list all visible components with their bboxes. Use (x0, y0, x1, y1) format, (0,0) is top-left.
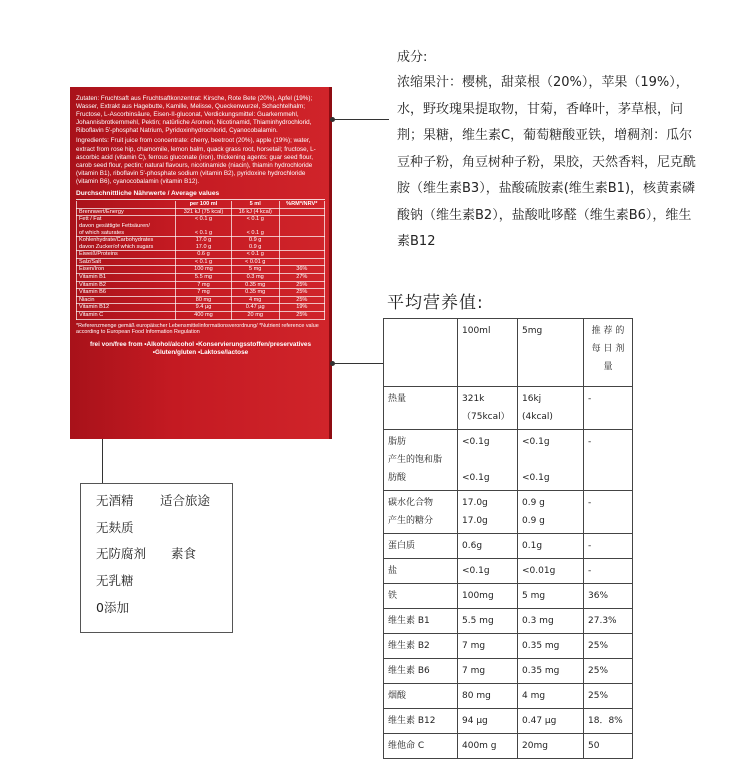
label-table-cell: 4 mg (231, 296, 279, 304)
label-footnote: *Referenzmenge gemäß europäischer Lebensmittelinformationsverordnung/ *Nutrient reference value according to European Food Information Regulation (76, 322, 319, 336)
label-table-cell: 36% (279, 266, 324, 274)
label-table-cell: 27% (279, 274, 324, 282)
label-header-cell: 5 ml (231, 201, 279, 208)
avg-table-row (384, 534, 633, 559)
connector-line-top (333, 119, 389, 120)
avg-table-cell: - (584, 430, 633, 491)
avg-table-row (384, 387, 633, 430)
avg-table-cell: 0.3 mg (518, 609, 584, 634)
label-ingredients: Ingredients: Fruit juice from concentrate: cherry, beetroot (20%), apple (19%); water, extract from rose hip, chamomile, lemon balm, quack grass root, horsetail; fructose, L-ascorbic acid (vitamin C), ferrous gluconate (iron), thickening agents: guar seed flour, carob seed flour, pectin; natural flavours, nicotinamide (niacin), thiamin hydrochloride (vitamin B1), riboflavin 5'-phosphate sodium (vitamin B2), pyridoxine hydrochloride (vitamin B6), cyanocobalamin (vitamin B12). (76, 137, 316, 185)
label-table-row (77, 258, 325, 266)
label-table-row (77, 289, 325, 297)
label-table-cell: Eiweiß/Proteins (77, 251, 176, 259)
avg-table-cell: 维他命 C (384, 734, 458, 759)
avg-header-cell: 推 荐 的 每 日 剂 量 (584, 319, 633, 387)
label-table-cell (279, 251, 324, 259)
avg-table-cell: 维生素 B12 (384, 709, 458, 734)
label-table-cell: 7 mg (176, 289, 232, 297)
avg-table-cell: 27.3% (584, 609, 633, 634)
avg-table-row (384, 491, 633, 534)
label-table-cell (279, 216, 324, 237)
label-table-cell: 9.4 µg (176, 304, 232, 312)
features-box (80, 483, 233, 633)
avg-table-cell: <0.01g (518, 559, 584, 584)
label-nutrition-table (76, 201, 325, 320)
label-table-cell (279, 258, 324, 266)
label-table-cell: Niacin (77, 296, 176, 304)
label-table-cell: 16 kJ (4 kcal) (231, 208, 279, 216)
label-table-cell: 0.35 mg (231, 281, 279, 289)
ingredients-title: 成分: (397, 50, 428, 65)
avg-table-row (384, 684, 633, 709)
ingredients-body: 浓缩果汁：樱桃，甜菜根（20%），苹果（19%），水，野玫瑰果提取物，甘菊，香峰叶，茅草根，问荆；果糖，维生素C，葡萄糖酸亚铁，增稠剂：瓜尔豆种子粉，角豆树种子粉，果胶，天然香料，尼克酰胺（维生素B3），盐酸硫胺素(维生素B1)，核黄素磷酸钠（维生素B2），盐酸吡哆醛（维生素B6），维生素B12 (397, 75, 697, 249)
avg-table-cell: <0.1g <0.1g (518, 430, 584, 491)
label-table-cell: Fett / Fat davon gesättigte Fettsäuren/ of which saturates (77, 216, 176, 237)
avg-table-cell: 维生素 B6 (384, 659, 458, 684)
feature-zero-additives: 0添加 (96, 600, 129, 615)
label-table-row (77, 251, 325, 259)
label-table-row (77, 304, 325, 312)
avg-table-cell: 0.1g (518, 534, 584, 559)
avg-table-cell: 5.5 mg (458, 609, 518, 634)
avg-table-cell: 维生素 B1 (384, 609, 458, 634)
label-table-cell: Salz/Salt (77, 258, 176, 266)
avg-header-cell: 5mg (518, 319, 584, 387)
avg-table-row (384, 659, 633, 684)
avg-table-header (384, 319, 633, 387)
label-table-cell: 80 mg (176, 296, 232, 304)
avg-table-cell: 0.35 mg (518, 659, 584, 684)
label-table-cell: < 0.1 g < 0.1 g (176, 216, 232, 237)
label-free-from-line-1: frei von/free from •Alkohol/alcohol •Konservierungsstoffen/preservatives (89, 340, 312, 348)
avg-table-cell: - (584, 491, 633, 534)
avg-table-cell: 盐 (384, 559, 458, 584)
avg-table-row (384, 709, 633, 734)
label-table-row (77, 266, 325, 274)
label-table-cell: 20 mg (231, 312, 279, 320)
avg-table-cell: 烟酸 (384, 684, 458, 709)
avg-table-cell: 80 mg (458, 684, 518, 709)
label-table-cell: 100 mg (176, 266, 232, 274)
average-nutrition-table (383, 318, 633, 759)
avg-table-cell: 热量 (384, 387, 458, 430)
label-table-cell: 25% (279, 296, 324, 304)
connector-line-bottom (102, 439, 103, 483)
avg-header-cell (384, 319, 458, 387)
label-zutaten: Zutaten: Fruchtsaft aus Fruchtsaftkonzentrat: Kirsche, Rote Bete (20%), Apfel (19%); Wasser, Extrakt aus Hagebutte, Kamille, Melisse, Queckenwurzel, Schachtelhalm; Fructose, L-Ascorbinsäure, Eisen-II-gluconat, Verdickungsmittel: Guarkernmehl, Johannisbrotkernmehl, Pektin; natürliche Aromen, Nicotinamid, Thiaminhydrochlorid, Riboflavin 5'-phosphat Natrium, Pyridoxinhydrochlorid, Cyanocobalamin. (76, 95, 313, 135)
avg-table-cell: 17.0g 17.0g (458, 491, 518, 534)
label-table-cell: 25% (279, 312, 324, 320)
label-table-header (77, 201, 325, 208)
feature-gluten-free: 无麸质 (96, 520, 134, 535)
connector-line-middle (333, 363, 383, 364)
avg-table-cell: - (584, 387, 633, 430)
avg-table-cell: 321k （75kcal） (458, 387, 518, 430)
feature-lactose-free: 无乳糖 (96, 573, 134, 588)
avg-table-cell: 5 mg (518, 584, 584, 609)
label-table-row (77, 216, 325, 237)
avg-table-cell: 94 μg (458, 709, 518, 734)
label-header-cell: %RM*/NRV* (279, 201, 324, 208)
label-table-cell: 25% (279, 281, 324, 289)
label-table-cell: 25% (279, 289, 324, 297)
label-table-cell: Brennwert/Energy (77, 208, 176, 216)
label-table-row (77, 274, 325, 282)
avg-table-cell: 铁 (384, 584, 458, 609)
label-table-cell: 7 mg (176, 281, 232, 289)
avg-table-cell: 碳水化合物 产生的糖分 (384, 491, 458, 534)
label-table-cell: Vitamin B6 (77, 289, 176, 297)
label-table-row (77, 312, 325, 320)
label-table-cell: < 0.1 g (231, 251, 279, 259)
avg-table-row (384, 430, 633, 491)
avg-table-cell: 25% (584, 634, 633, 659)
label-table-cell: 0.35 mg (231, 289, 279, 297)
label-table-row (77, 208, 325, 216)
label-table-row (77, 237, 325, 251)
label-table-cell: Kohlenhydrate/Carbohydrates davon Zucker/of which sugars (77, 237, 176, 251)
label-table-cell: 19% (279, 304, 324, 312)
feature-travel: 适合旅途 (160, 493, 211, 508)
avg-table-cell: 7 mg (458, 659, 518, 684)
label-table-cell: Vitamin C (77, 312, 176, 320)
label-table-cell: Vitamin B2 (77, 281, 176, 289)
label-table-cell: 17.0 g 17.0 g (176, 237, 232, 251)
product-label (70, 87, 332, 439)
label-table-cell: < 0.1 g (176, 258, 232, 266)
avg-table-cell: 100mg (458, 584, 518, 609)
avg-header-cell: 100ml (458, 319, 518, 387)
avg-table-cell: - (584, 559, 633, 584)
label-table-cell: 321 kJ (75 kcal) (176, 208, 232, 216)
avg-table-cell: 25% (584, 659, 633, 684)
label-table-cell (279, 208, 324, 216)
label-table-cell: 400 mg (176, 312, 232, 320)
label-table-cell: 0.47 µg (231, 304, 279, 312)
label-header-cell: per 100 ml (176, 201, 232, 208)
label-table-cell: Vitamin B12 (77, 304, 176, 312)
feature-no-preservatives: 无防腐剂 (96, 546, 147, 561)
label-table-cell: 0.6 g (176, 251, 232, 259)
avg-table-cell: 0.9 g 0.9 g (518, 491, 584, 534)
label-table-cell: < 0.01 g (231, 258, 279, 266)
average-nutrition-title: 平均营养值: (387, 293, 484, 313)
label-header-cell (77, 201, 176, 208)
avg-table-cell: 脂肪 产生的饱和脂 肪酸 (384, 430, 458, 491)
avg-table-row (384, 584, 633, 609)
avg-table-cell: <0.1g (458, 559, 518, 584)
feature-vegetarian: 素食 (171, 546, 197, 561)
avg-table-cell: 18．8% (584, 709, 633, 734)
avg-table-row (384, 634, 633, 659)
avg-table-cell: 4 mg (518, 684, 584, 709)
avg-table-cell: - (584, 534, 633, 559)
feature-no-alcohol: 无酒精 (96, 493, 134, 508)
avg-table-cell: <0.1g <0.1g (458, 430, 518, 491)
label-table-cell: < 0.1 g < 0.1 g (231, 216, 279, 237)
avg-table-cell: 0.47 μg (518, 709, 584, 734)
avg-table-cell: 0.35 mg (518, 634, 584, 659)
label-table-cell: Vitamin B1 (77, 274, 176, 282)
avg-table-row (384, 609, 633, 634)
label-table-cell (279, 237, 324, 251)
label-table-cell: Eisen/Iron (77, 266, 176, 274)
avg-table-cell: 16kj (4kcal) (518, 387, 584, 430)
avg-table-cell: 20mg (518, 734, 584, 759)
avg-table-cell: 50 (584, 734, 633, 759)
avg-table-cell: 蛋白质 (384, 534, 458, 559)
label-table-row (77, 296, 325, 304)
avg-table-cell: 400m g (458, 734, 518, 759)
label-free-from-line-2: •Gluten/gluten •Laktose/lactose (152, 349, 249, 357)
avg-table-cell: 36% (584, 584, 633, 609)
label-table-cell: 5.5 mg (176, 274, 232, 282)
label-table-row (77, 281, 325, 289)
label-table-cell: 0.3 mg (231, 274, 279, 282)
avg-table-cell: 25% (584, 684, 633, 709)
label-table-heading: Durchschnittliche Nährwerte / Average values (76, 190, 325, 200)
avg-table-cell: 7 mg (458, 634, 518, 659)
avg-table-cell: 维生素 B2 (384, 634, 458, 659)
label-table-cell: 5 mg (231, 266, 279, 274)
avg-table-row (384, 734, 633, 759)
avg-table-cell: 0.6g (458, 534, 518, 559)
label-free-from (76, 341, 325, 358)
label-table-cell: 0.9 g 0.9 g (231, 237, 279, 251)
avg-table-row (384, 559, 633, 584)
